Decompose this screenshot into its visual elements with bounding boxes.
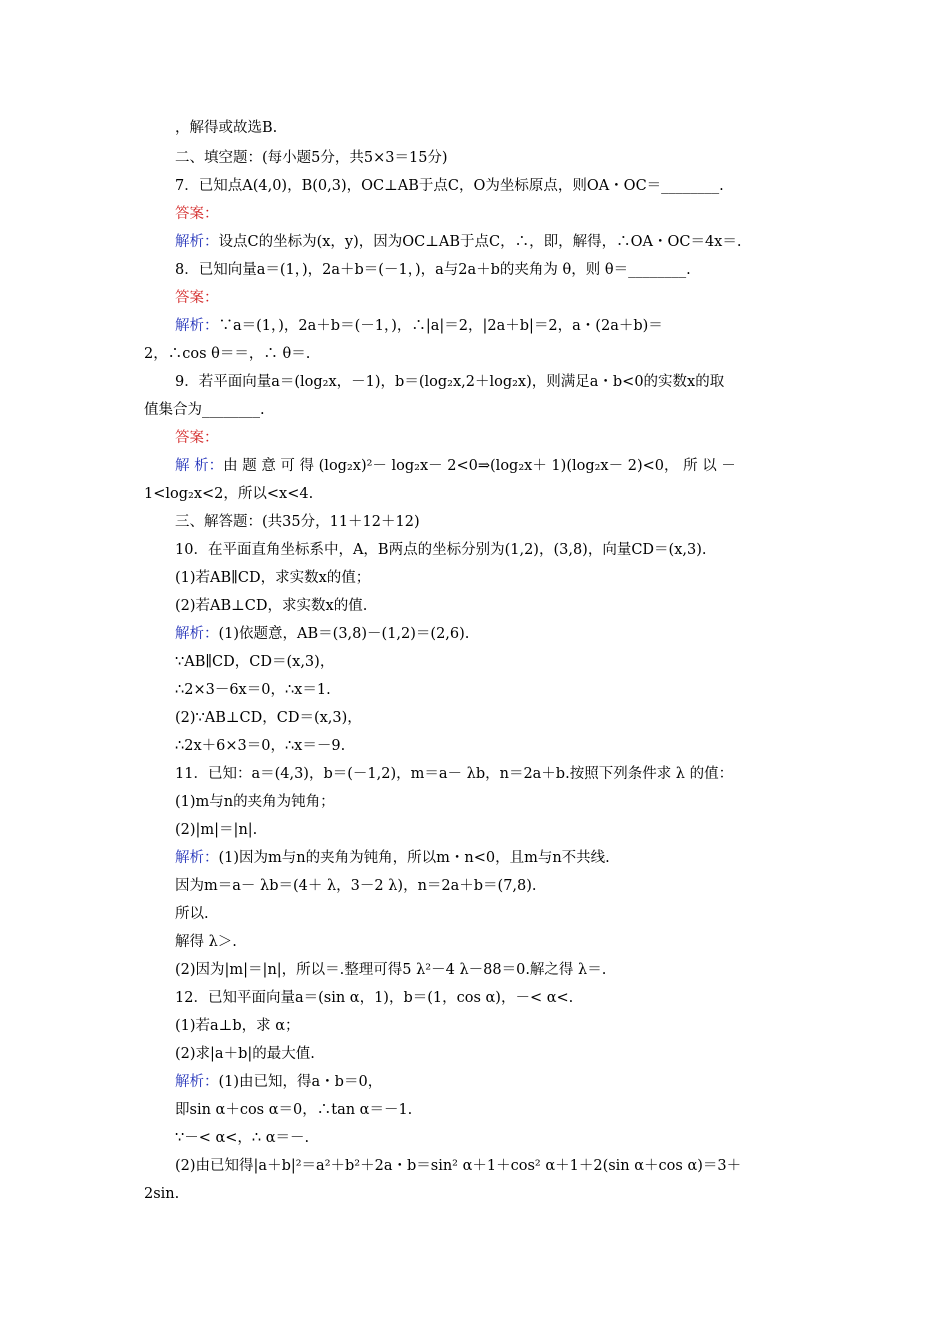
- text-line: (1)若a⊥b，求 α；: [175, 1018, 300, 1034]
- text-line: 即sin α＋cos α＝0，∴tan α＝－1.: [175, 1102, 413, 1118]
- text-line: 因为m＝a－ λb＝(4＋ λ，3－2 λ)，n＝2a＋b＝(7,8).: [175, 878, 537, 894]
- question-line: 10．在平面直角坐标系中，A，B两点的坐标分别为(1,2)，(3,8)，向量CD＝(x,3).: [175, 542, 707, 558]
- text-line: ∴2x＋6×3＝0，∴x＝－9.: [175, 738, 346, 754]
- answer-label: 答案：: [175, 206, 219, 222]
- text-line: (1)若AB∥CD，求实数x的值；: [175, 570, 371, 586]
- section-heading: 三、解答题：(共35分，11＋12＋12): [175, 514, 420, 530]
- text-line: (1)m与n的夹角为钝角；: [175, 794, 335, 810]
- analysis-line: 解析：(1)由已知，得a・b＝0，: [175, 1074, 383, 1090]
- text-line: ∵AB∥CD，CD＝(x,3)，: [175, 654, 335, 670]
- analysis-line: 解析：设点C的坐标为(x，y)，因为OC⊥AB于点C，∴，即，解得，∴OA・OC＝4x＝.: [175, 234, 742, 250]
- text-line: (2)由已知得|a＋b|²＝a²＋b²＋2a・b＝sin² α＋1＋cos² α＋1＋2(sin α＋cos α)＝3＋: [175, 1158, 742, 1174]
- text-line: (2)若AB⊥CD，求实数x的值.: [175, 598, 368, 614]
- analysis-line: 解 析：由 题 意 可 得 (log₂x)²－ log₂x－ 2<0⇒(log₂x＋ 1)(log₂x－ 2)<0， 所 以 －: [175, 458, 736, 474]
- analysis-line: 解析：(1)依题意，AB＝(3,8)－(1,2)＝(2,6).: [175, 626, 470, 642]
- text-line: 所以.: [175, 906, 209, 922]
- text-line: 1<log₂x<2，所以<x<4.: [144, 486, 314, 502]
- question-line: 9．若平面向量a＝(log₂x，－1)，b＝(log₂x,2＋log₂x)，则满足a・b<0的实数x的取: [175, 374, 725, 390]
- answer-label: 答案：: [175, 430, 219, 446]
- answer-label: 答案：: [175, 290, 219, 306]
- text-line: ∴2×3－6x＝0，∴x＝1.: [175, 682, 331, 698]
- text-line: (2)|m|＝|n|.: [175, 822, 258, 838]
- text-line: (2)因为|m|＝|n|，所以＝.整理可得5 λ²－4 λ－88＝0.解之得 λ＝.: [175, 962, 607, 978]
- text-line: 2sin.: [144, 1186, 180, 1202]
- text-line: ，解得或故选B.: [175, 120, 278, 136]
- analysis-line: 解析：(1)因为m与n的夹角为钝角，所以m・n<0，且m与n不共线.: [175, 850, 610, 866]
- text-line: (2)∵AB⊥CD，CD＝(x,3)，: [175, 710, 362, 726]
- text-line: 值集合为________.: [144, 402, 265, 418]
- text-line: ∵－< α<，∴ α＝－.: [175, 1130, 310, 1146]
- question-line: 7．已知点A(4,0)，B(0,3)，OC⊥AB于点C，O为坐标原点，则OA・OC＝________.: [175, 178, 724, 194]
- text-line: 2，∴cos θ＝＝，∴ θ＝.: [144, 346, 311, 362]
- question-line: 12．已知平面向量a＝(sin α，1)，b＝(1，cos α)，－< α<.: [175, 990, 574, 1006]
- text-line: 解得 λ＞.: [175, 934, 237, 950]
- analysis-line: 解析：∵a＝(1，)，2a＋b＝(－1，)，∴|a|＝2，|2a＋b|＝2，a・(2a＋b)＝: [175, 318, 663, 334]
- section-heading: 二、填空题：(每小题5分，共5×3＝15分): [175, 150, 448, 166]
- text-line: (2)求|a＋b|的最大值.: [175, 1046, 315, 1062]
- question-line: 11．已知：a＝(4,3)，b＝(－1,2)，m＝a－ λb，n＝2a＋b.按照下列条件求 λ 的值：: [175, 766, 734, 782]
- question-line: 8．已知向量a＝(1，)，2a＋b＝(－1，)，a与2a＋b的夹角为 θ，则 θ＝________.: [175, 262, 691, 278]
